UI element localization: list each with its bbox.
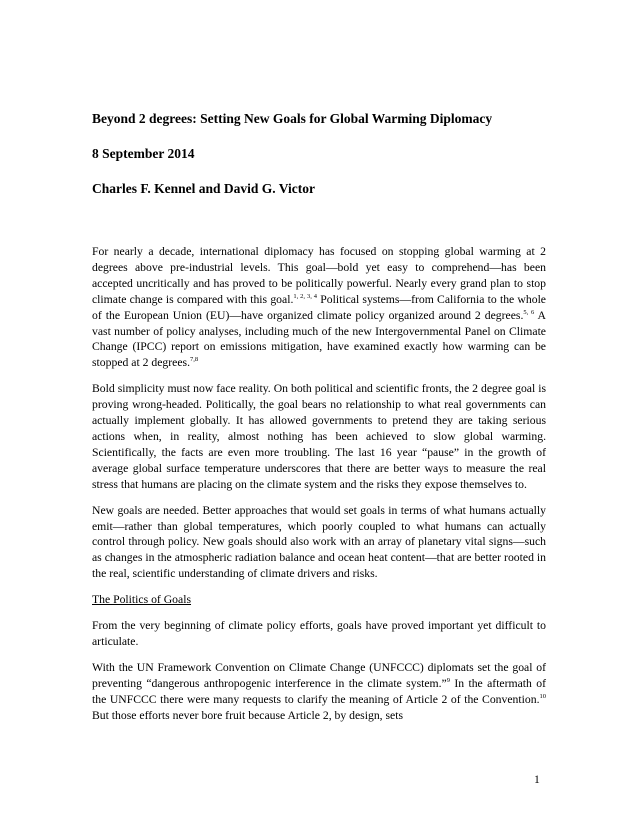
paragraph-5-text-c: But those efforts never bore fruit because Article 2, by design, sets — [92, 708, 404, 722]
paragraph-1 — [92, 244, 546, 371]
paragraph-5 — [92, 660, 546, 724]
page-number: 1 — [534, 773, 540, 786]
document-date: 8 September 2014 — [92, 146, 195, 161]
paragraph-5-text-b: In the aftermath of the UNFCCC there were many requests to clarify the meaning of Article 2 of the Convention. — [92, 676, 546, 706]
section-heading — [92, 592, 546, 608]
paragraph-1-text-b: Political systems—from California to the whole of the European Union (EU)—have organized climate policy organized around 2 degrees. — [92, 292, 546, 322]
paragraph-4: From the very beginning of climate policy efforts, goals have proved important yet difficult to articulate. — [92, 619, 546, 648]
paragraph-1-text-c: A vast number of policy analyses, including much of the new Intergovernmental Panel on Climate Change (IPCC) report on emissions mitigation, have examined exactly how warming can be stopped at 2 degrees. — [92, 308, 546, 370]
footnote-ref-9: 9 — [446, 676, 450, 684]
footnote-ref-5-6: 5, 6 — [523, 308, 535, 316]
paragraph-5-text-a: With the UN Framework Convention on Climate Change (UNFCCC) diplomats set the goal of preventing “dangerous anthropogenic interference in the climate system.” — [92, 660, 546, 690]
footnote-ref-1-4: 1, 2, 3, 4 — [293, 292, 318, 300]
footnote-ref-7-8: 7,8 — [190, 356, 199, 364]
document-authors: Charles F. Kennel and David G. Victor — [92, 181, 316, 196]
document-title: Beyond 2 degrees: Setting New Goals for Global Warming Diplomacy — [92, 111, 493, 126]
paragraph-1-text-a: For nearly a decade, international diplomacy has focused on stopping global warming at 2 degrees above pre-industrial levels. This goal—bold yet easy to comprehend—has been accepted uncritically and has proved to be politically powerful. Nearly every grand plan to stop climate change is compared with this goal. — [92, 245, 546, 306]
paragraph-3: New goals are needed. Better approaches that would set goals in terms of what humans actually emit—rather than global temperatures, which poorly coupled to what humans can actually control through policy. New goals should also work with an array of planetary vital signs—such as changes in the atmospheric radiation balance and ocean heat content—that are better rooted in the real, scientific understanding of climate drivers and risks. — [92, 503, 546, 581]
section-heading-text: The Politics of Goals — [92, 593, 192, 607]
footnote-ref-10: 10 — [539, 692, 546, 700]
paragraph-2: Bold simplicity must now face reality. On both political and scientific fronts, the 2 degree goal is proving wrong-headed. Politically, the goal bears no relationship to what real governments can actually implement globally. It has allowed governments to pretend they are taking serious actions when, in reality, almost nothing has been achieved to slow global warming. Scientifically, the facts are even more troubling. The last 16 year “pause” in the growth of average global surface temperature underscores that there are better ways to measure the real stress that humans are placing on the climate system and the risks they expose themselves to. — [92, 382, 546, 491]
document-body — [92, 244, 546, 733]
